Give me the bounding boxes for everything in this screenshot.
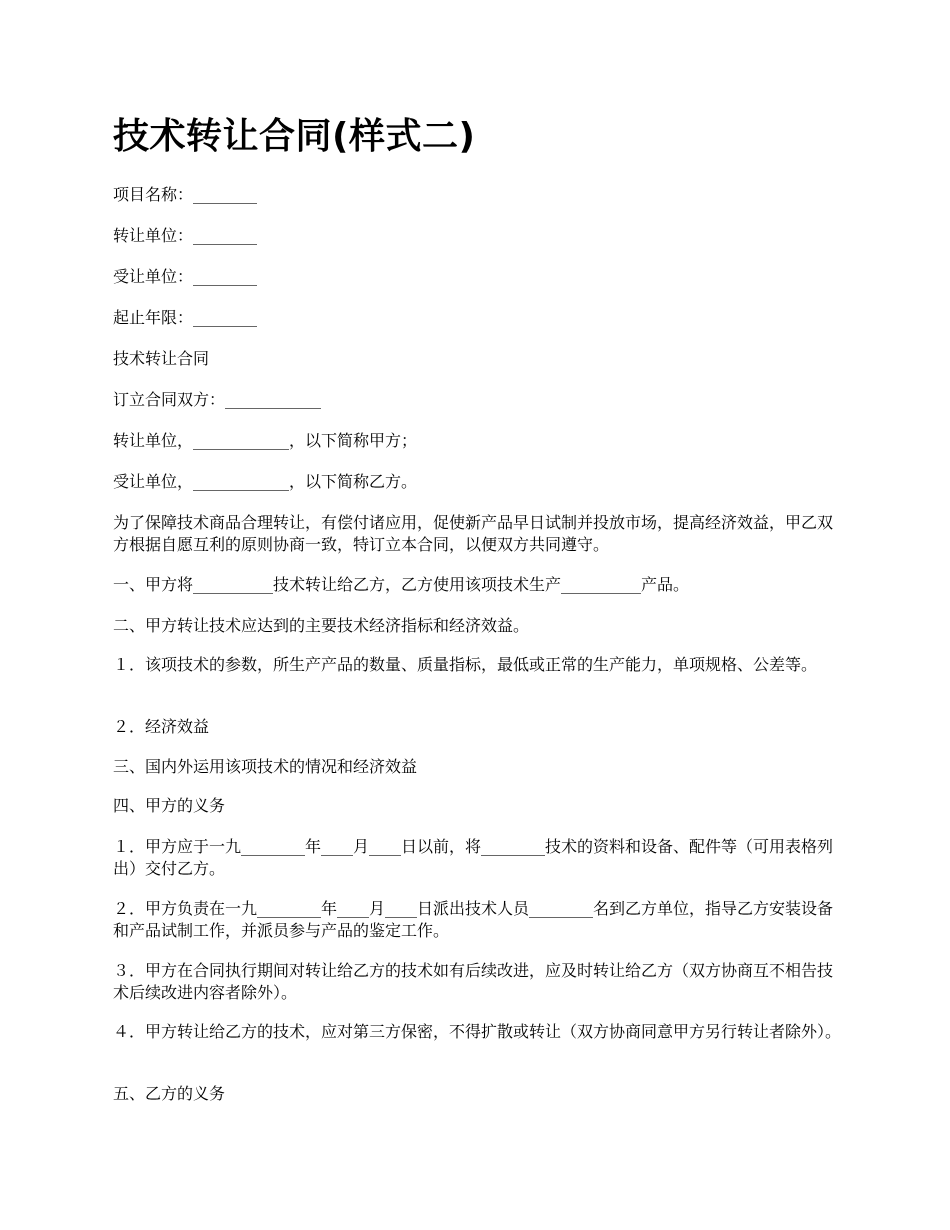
- contracting-parties: 订立合同双方：____________: [113, 390, 322, 409]
- preamble-paragraph: 为了保障技术商品合理转让，有偿付诸应用，促使新产品早日试制并投放市场，提高经济效益，甲乙双方根据自愿互利的原则协商一致，特订立本合同，以便双方共同遵守。: [113, 513, 834, 554]
- section-3-heading: 三、国内外运用该项技术的情况和经济效益: [113, 757, 418, 776]
- field-project-name: 项目名称：________: [113, 185, 258, 204]
- section-4-item-4: ４．甲方转让给乙方的技术，应对第三方保密，不得扩散或转让（双方协商同意甲方另行转让者除外）。: [113, 1022, 842, 1041]
- section-4-heading: 四、甲方的义务: [113, 796, 226, 815]
- section-2-heading: 二、甲方转让技术应达到的主要技术经济指标和经济效益。: [113, 616, 530, 635]
- field-transferor-unit: 转让单位：________: [113, 226, 258, 245]
- field-term-years: 起止年限：________: [113, 308, 258, 327]
- section-4-item-3: ３．甲方在合同执行期间对转让给乙方的技术如有后续改进，应及时转让给乙方（双方协商互不相告技术后续改进内容者除外）。: [113, 961, 834, 1002]
- party-a-line: 转让单位，____________，以下简称甲方；: [113, 431, 418, 450]
- field-transferee-unit: 受让单位：________: [113, 267, 258, 286]
- document-title: 技术转让合同(样式二): [113, 116, 476, 157]
- section-4-item-2: ２．甲方负责在一九________年____月____日派出技术人员________名到乙方单位，指导乙方安装设备和产品试制工作，并派员参与产品的鉴定工作。: [113, 899, 834, 940]
- section-2-item-2: ２．经济效益: [113, 717, 210, 736]
- section-2-item-1: １．该项技术的参数，所生产产品的数量、质量指标，最低或正常的生产能力，单项规格、公差等。: [113, 655, 818, 674]
- contract-subtitle: 技术转让合同: [113, 349, 210, 368]
- party-b-line: 受让单位，____________，以下简称乙方。: [113, 472, 418, 491]
- section-1: 一、甲方将__________技术转让给乙方，乙方使用该项技术生产__________产品。: [113, 575, 690, 594]
- section-5-heading: 五、乙方的义务: [113, 1084, 226, 1103]
- section-4-item-1: １．甲方应于一九________年____月____日以前，将________技术的资料和设备、配件等（可用表格列出）交付乙方。: [113, 837, 834, 878]
